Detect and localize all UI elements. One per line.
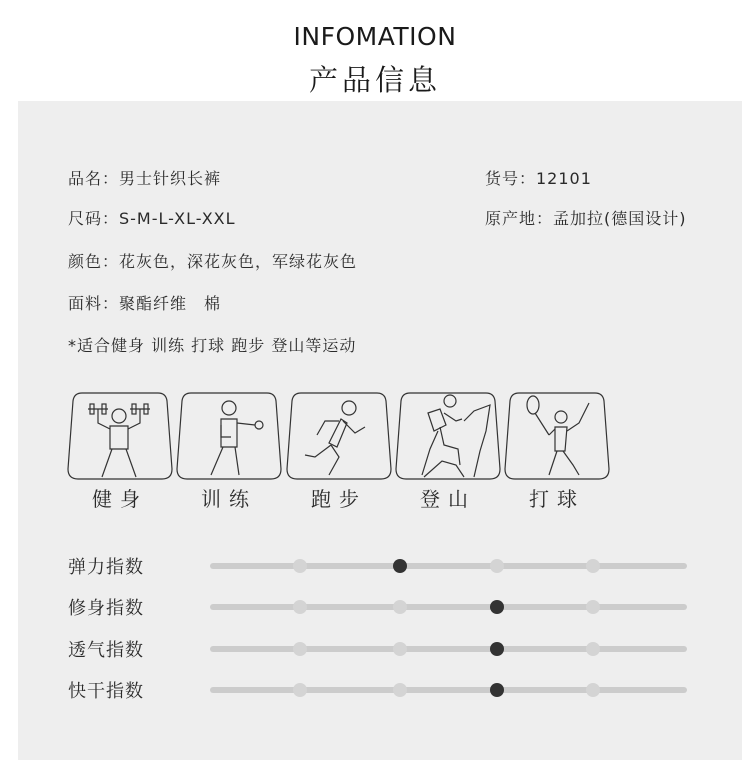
rating-marker-active [393,559,407,573]
rating-label: 弹力指数 [68,557,144,578]
info-panel [18,101,742,760]
rating-row [18,592,742,620]
sports-icons [18,391,742,511]
spec-color: 颜色：花灰色，深花灰色，军绿花灰色 [68,252,358,271]
rating-marker [393,642,407,656]
spec-fabric: 面料：聚酯纤维 棉 [68,294,222,313]
rating-marker [393,683,407,697]
rating-track [210,646,687,652]
rating-marker [586,683,600,697]
running-icon [285,391,393,481]
rating-marker [293,683,307,697]
sport-running [285,391,393,511]
title-english: INFOMATION [293,22,457,51]
rating-track [210,604,687,610]
spec-origin: 原产地：孟加拉(德国设计) [485,209,687,228]
spec-item-number: 货号：12101 [485,169,592,188]
sport-label-running: 跑步 [311,487,367,511]
rating-label: 透气指数 [68,640,144,661]
spec-size: 尺码：S-M-L-XL-XXL [68,209,236,228]
rating-marker-active [490,600,504,614]
sport-ball-game [503,391,611,511]
training-icon [175,391,283,481]
climbing-icon [394,391,502,481]
rating-row [18,634,742,662]
page-header [0,0,750,100]
title-chinese: 产品信息 [308,63,441,97]
rating-marker [490,559,504,573]
sport-label-training: 训练 [201,487,257,511]
ball-game-icon [503,391,611,481]
rating-track [210,687,687,693]
sport-label-climbing: 登山 [420,487,476,511]
rating-marker [393,600,407,614]
sport-climbing [394,391,502,511]
rating-marker [293,642,307,656]
rating-row [18,675,742,703]
rating-marker [586,600,600,614]
sport-label-fitness: 健身 [92,487,148,511]
rating-marker [586,559,600,573]
sport-label-ball-game: 打球 [529,487,585,511]
rating-marker-active [490,642,504,656]
rating-track [210,563,687,569]
spec-product-name: 品名：男士针织长裤 [68,169,222,188]
rating-row [18,551,742,579]
rating-marker [293,600,307,614]
rating-label: 修身指数 [68,598,144,619]
spec-usage: *适合健身 训练 打球 跑步 登山等运动 [68,336,357,355]
rating-label: 快干指数 [68,681,144,702]
fitness-icon [66,391,174,481]
rating-marker-active [490,683,504,697]
sport-fitness [66,391,174,511]
rating-marker [586,642,600,656]
sport-training [175,391,283,511]
rating-marker [293,559,307,573]
